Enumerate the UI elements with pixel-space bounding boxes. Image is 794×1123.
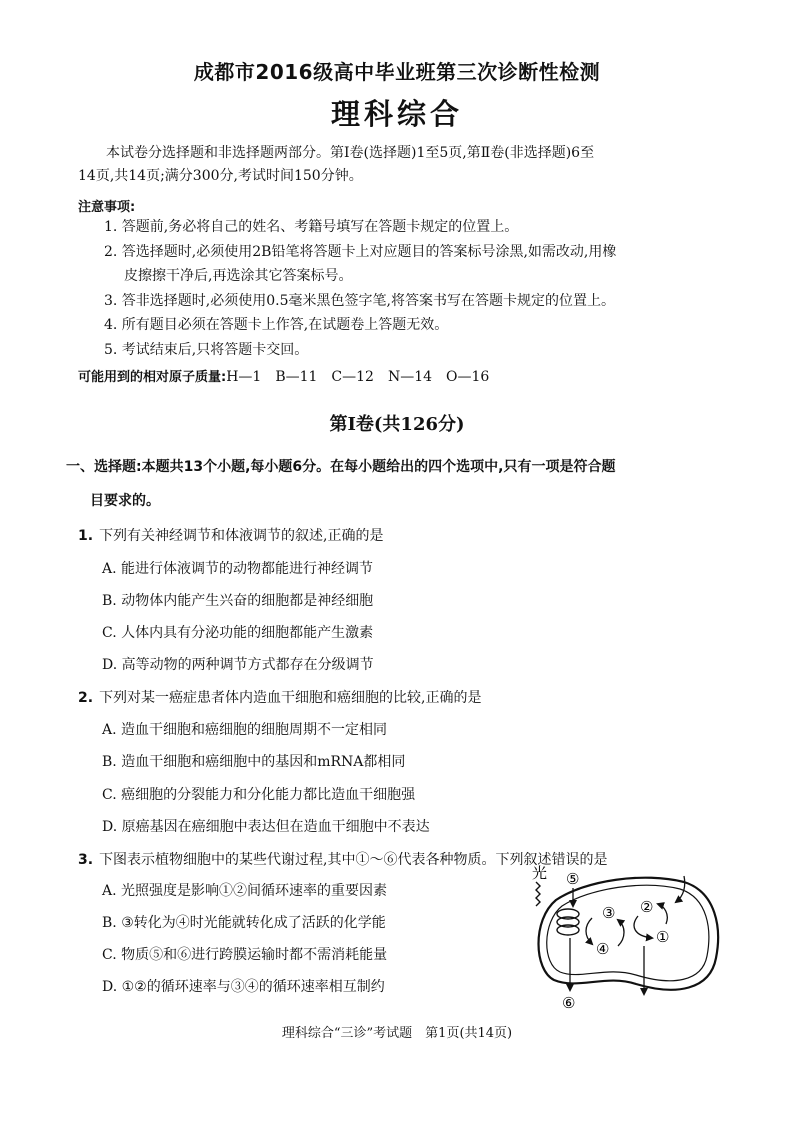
note-item-2: 2. 答选择题时,必须使用2B铅笔将答题卡上对应题目的答案标号涂黑,如需改动,用橡	[104, 244, 617, 260]
question-2	[78, 687, 482, 707]
question-2-option-d: D. 原癌基因在癌细胞中表达但在造血干细胞中不表达	[102, 819, 430, 835]
question-3-stem: 下图表示植物细胞中的某些代谢过程,其中①～⑥代表各种物质。下列叙述错误的是	[99, 852, 608, 868]
diagram-label-3: ③	[602, 904, 616, 922]
diagram-label-1: ①	[656, 928, 670, 946]
question-1-stem: 下列有关神经调节和体液调节的叙述,正确的是	[99, 528, 384, 544]
intro-line-1: 本试卷分选择题和非选择题两部分。第Ⅰ卷(选择题)1至5页,第Ⅱ卷(非选择题)6至	[106, 145, 595, 161]
diagram-label-light: 光	[532, 864, 548, 882]
light-icon	[536, 882, 540, 906]
question-3-option-b: B. ③转化为④时光能就转化成了活跃的化学能	[102, 915, 386, 931]
arrow-2-to-1	[634, 916, 652, 938]
atomic-masses	[78, 366, 489, 386]
note-item-2-cont: 皮擦擦干净后,再选涂其它答案标号。	[124, 268, 353, 284]
arrow-1-to-2	[658, 904, 667, 924]
question-3-number: 3.	[78, 852, 94, 868]
notes-title: 注意事项:	[78, 200, 136, 215]
exam-subject: 理科综合	[330, 97, 463, 131]
question-3-option-d: D. ①②的循环速率与③④的循环速率相互制约	[102, 979, 385, 995]
question-2-option-b: B. 造血干细胞和癌细胞中的基因和mRNA都相同	[102, 754, 406, 770]
note-item-3: 3. 答非选择题时,必须使用0.5毫米黑色签字笔,将答案书写在答题卡规定的位置上。	[104, 293, 615, 309]
atomic-masses-values: H—1 B—11 C—12 N—14 O—16	[226, 369, 490, 385]
arrow-4-to-3	[618, 920, 624, 946]
diagram-label-4: ④	[596, 940, 610, 958]
note-item-1: 1. 答题前,务必将自己的姓名、考籍号填写在答题卡规定的位置上。	[104, 219, 519, 235]
question-2-option-a: A. 造血干细胞和癌细胞的细胞周期不一定相同	[102, 722, 388, 738]
question-1-option-b: B. 动物体内能产生兴奋的细胞都是神经细胞	[102, 593, 374, 609]
diagram-label-6: ⑥	[562, 994, 576, 1012]
question-2-number: 2.	[78, 690, 94, 706]
question-1-number: 1.	[78, 528, 94, 544]
question-2-stem: 下列对某一癌症患者体内造血干细胞和癌细胞的比较,正确的是	[99, 690, 482, 706]
intro-text	[78, 142, 728, 188]
section-1-line-2: 目要求的。	[90, 493, 160, 509]
note-item-4: 4. 所有题目必须在答题卡上作答,在试题卷上答题无效。	[104, 317, 449, 333]
diagram-label-2: ②	[640, 898, 654, 916]
question-3-option-a: A. 光照强度是影响①②间循环速率的重要因素	[102, 883, 388, 899]
question-3-option-c: C. 物质⑤和⑥进行跨膜运输时都不需消耗能量	[102, 947, 388, 963]
thylakoid-stack-icon	[557, 909, 579, 935]
exam-title: 成都市2016级高中毕业班第三次诊断性检测	[193, 60, 601, 84]
question-1-option-c: C. 人体内具有分泌功能的细胞都能产生激素	[102, 625, 374, 641]
cell-inner-membrane	[547, 885, 709, 980]
question-1-option-a: A. 能进行体液调节的动物都能进行神经调节	[102, 561, 374, 577]
question-2-option-c: C. 癌细胞的分裂能力和分化能力都比造血干细胞强	[102, 787, 416, 803]
intro-line-2: 14页,共14页;满分300分,考试时间150分钟。	[78, 168, 363, 184]
chloroplast-diagram	[526, 862, 726, 1014]
question-1-option-d: D. 高等动物的两种调节方式都存在分级调节	[102, 657, 374, 673]
diagram-label-5: ⑤	[566, 870, 580, 888]
section-1-line-1: 一、选择题:本题共13个小题,每小题6分。在每小题给出的四个选项中,只有一项是符合题	[66, 459, 616, 475]
arrow-3-to-4	[586, 918, 592, 944]
atomic-masses-label: 可能用到的相对原子质量:	[78, 370, 227, 385]
question-1	[78, 525, 384, 545]
page-footer: 理科综合“三诊”考试题 第1页(共14页)	[281, 1026, 513, 1041]
note-item-5: 5. 考试结束后,只将答题卡交回。	[104, 342, 309, 358]
part-1-title: 第Ⅰ卷(共126分)	[329, 414, 465, 435]
